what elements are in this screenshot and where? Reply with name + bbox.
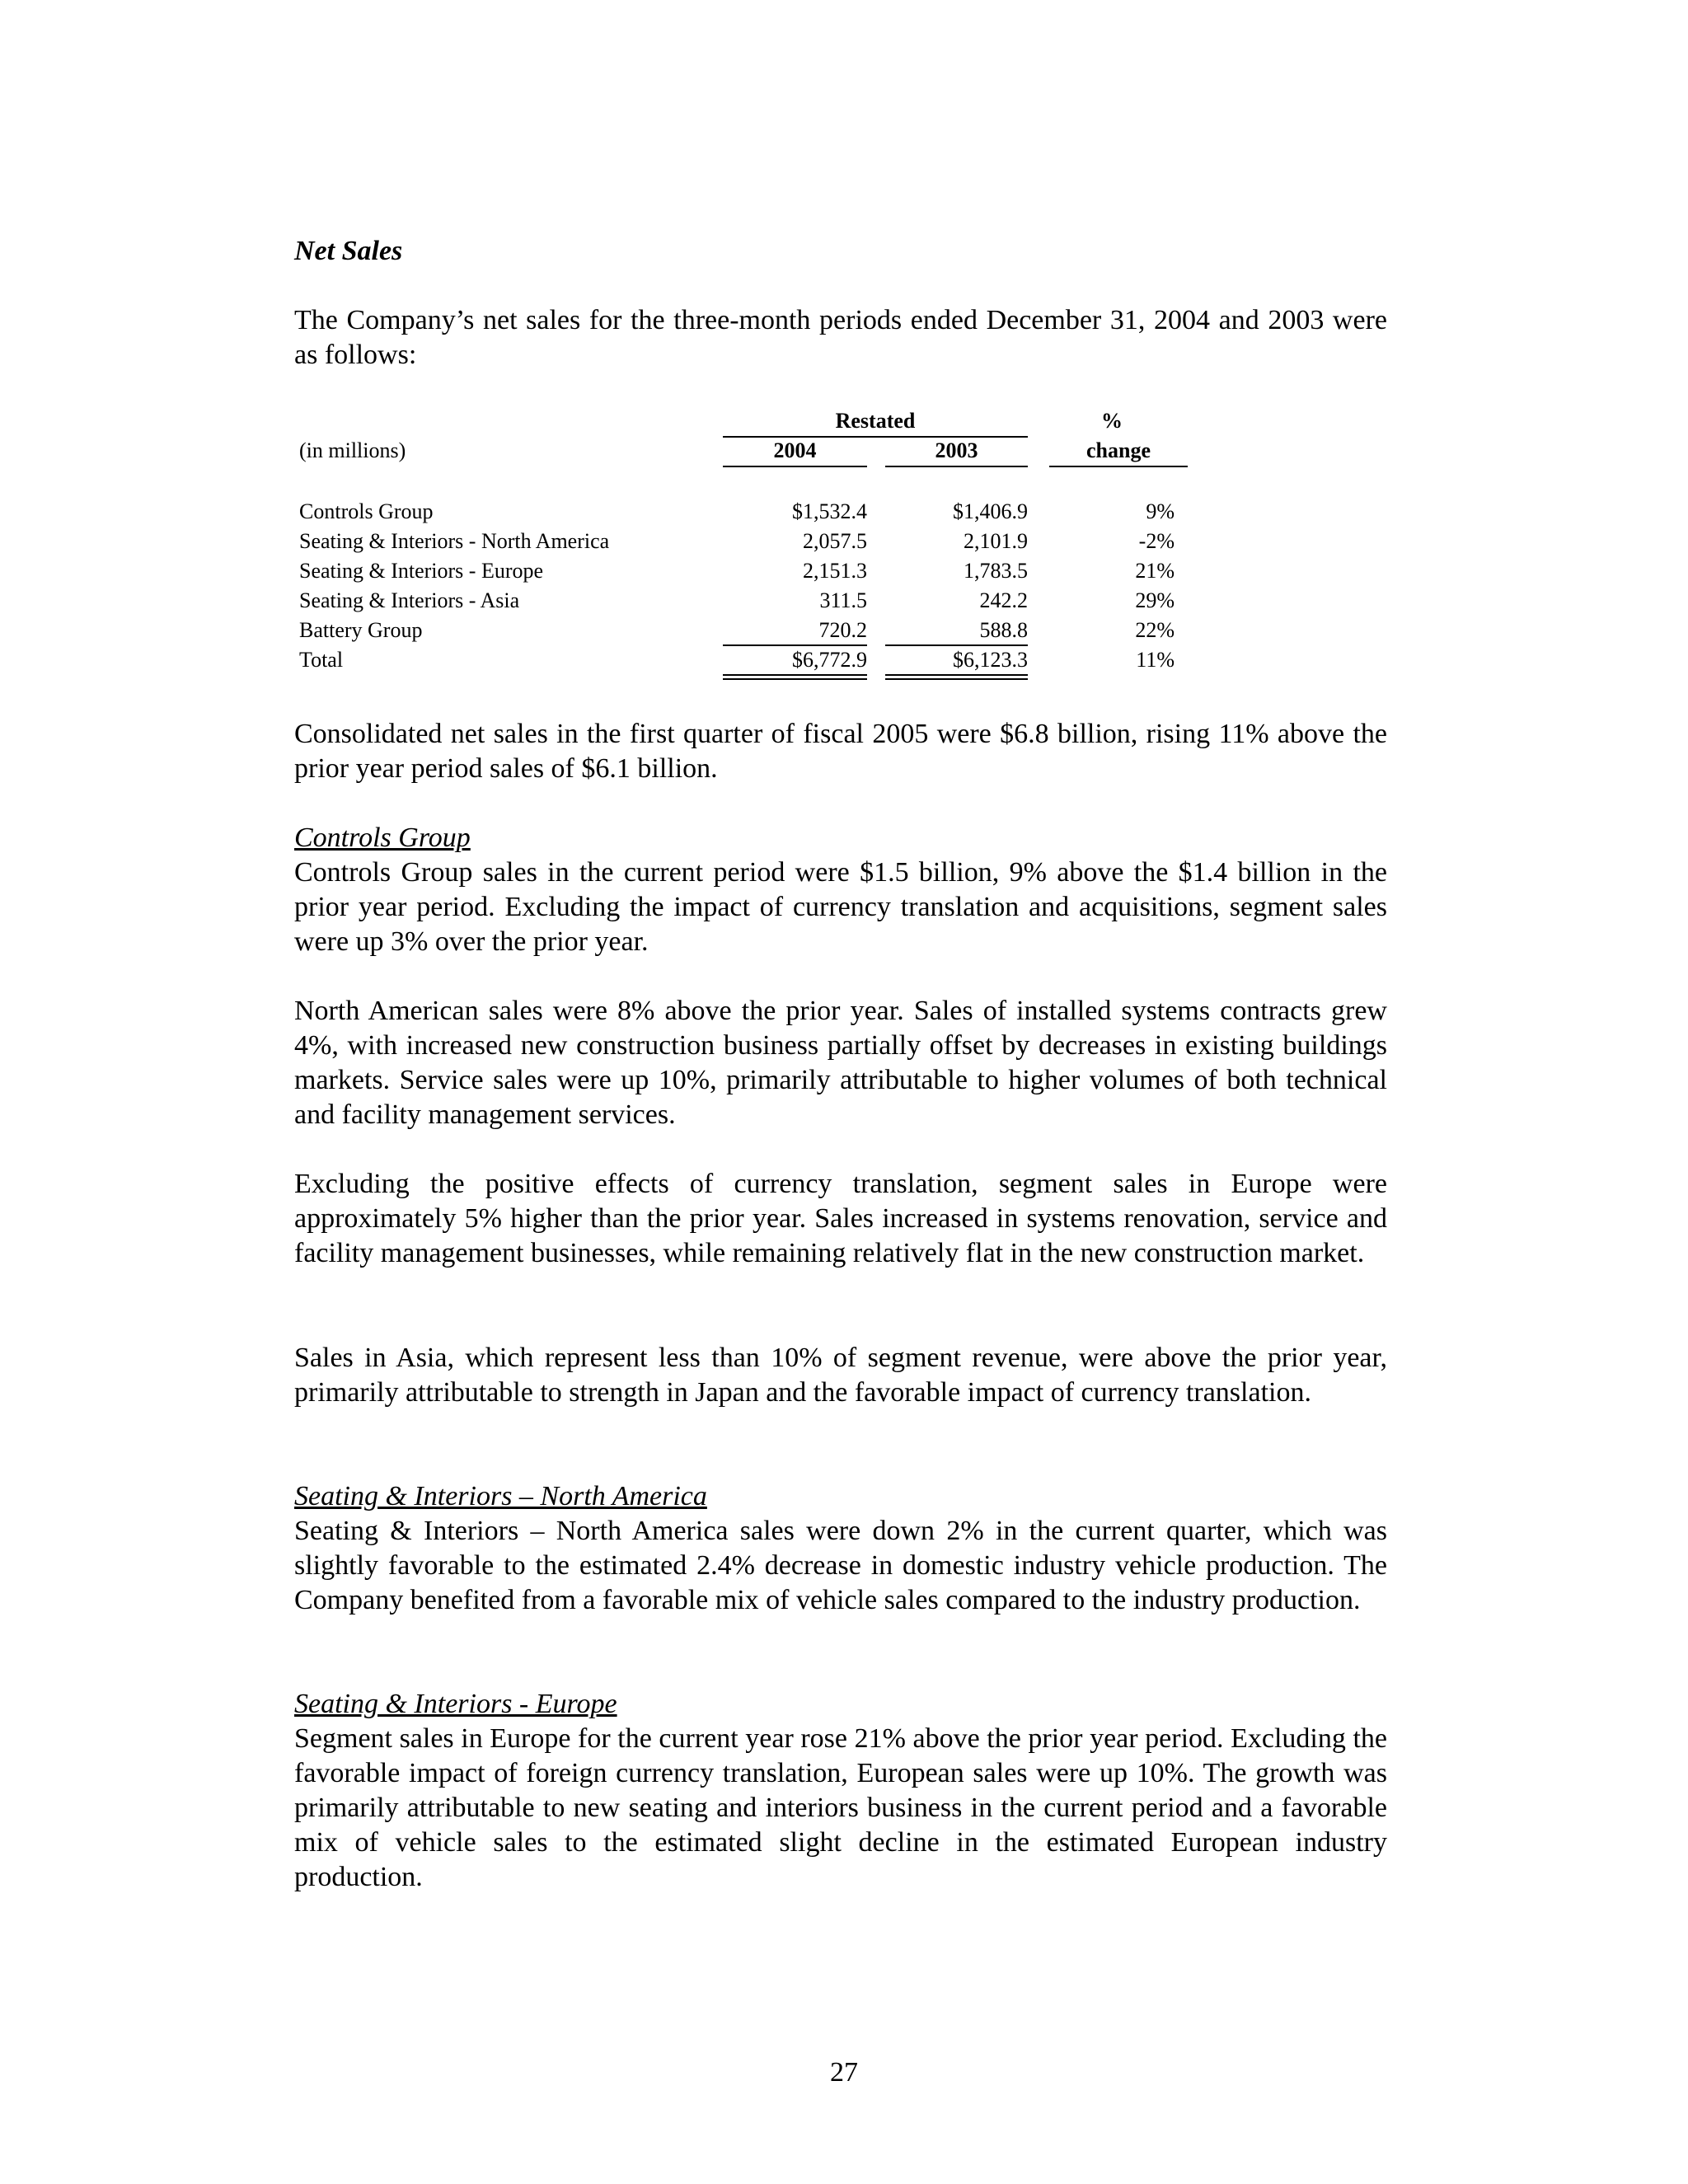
- row-value-2003: 588.8: [979, 618, 1028, 642]
- row-value-change: -2%: [1138, 529, 1175, 553]
- row-value-2004: 311.5: [819, 588, 867, 612]
- row-value-2004: 720.2: [818, 618, 867, 642]
- col-header-2004: 2004: [773, 438, 817, 462]
- row-label: Total: [299, 648, 344, 672]
- row-value-2004: 2,151.3: [803, 559, 867, 583]
- row-value-change: 22%: [1135, 618, 1175, 642]
- col-header-2003: 2003: [935, 438, 978, 462]
- header-rule-2003: [885, 466, 1028, 467]
- subtotal-rule-2004: [723, 644, 867, 646]
- controls-paragraph-2: North American sales were 8% above the prior year. Sales of installed systems contracts grew 4%, with increased new construction business partially offset by decreases in existing buildings markets. Service sales were up 10%, primarily attributable to higher volumes of both technical and facility management services.: [294, 996, 1387, 1130]
- units-label: (in millions): [299, 438, 406, 462]
- row-value-change: 29%: [1135, 588, 1175, 612]
- controls-paragraph-3: Excluding the positive effects of currency translation, segment sales in Europe were approximately 5% higher than the prior year. Sales increased in systems renovation, service and facility management businesses, while remaining relatively flat in the new construction market.: [294, 1169, 1387, 1268]
- subtotal-rule-2003: [885, 644, 1028, 646]
- subheading-si-north-america: Seating & Interiors – North America: [294, 1481, 707, 1511]
- row-value-2004: $6,772.9: [792, 648, 867, 672]
- subheading-si-europe: Seating & Interiors - Europe: [294, 1689, 617, 1719]
- controls-paragraph-1: Controls Group sales in the current period were $1.5 billion, 9% above the $1.4 billion in the prior year period. Excluding the impact of currency translation and acquisitions, segment sales were up 3% over the prior year.: [294, 857, 1387, 957]
- intro-paragraph: The Company’s net sales for the three-month periods ended December 31, 2004 and 2003 were as follows:: [294, 305, 1387, 370]
- row-value-2003: 1,783.5: [964, 559, 1028, 583]
- page-number: 27: [830, 2057, 858, 2088]
- row-value-change: 11%: [1136, 648, 1175, 672]
- row-value-2003: $6,123.3: [953, 648, 1028, 672]
- consolidated-paragraph: Consolidated net sales in the first quarter of fiscal 2005 were $6.8 billion, rising 11% above the prior year period sales of $6.1 billion.: [294, 719, 1387, 784]
- row-label: Seating & Interiors - North America: [299, 529, 610, 553]
- controls-paragraph-4: Sales in Asia, which represent less than 10% of segment revenue, were above the prior year, primarily attributable to strength in Japan and the favorable impact of currency translation.: [294, 1343, 1387, 1408]
- row-value-2004: $1,532.4: [792, 499, 867, 523]
- percent-header: %: [1101, 409, 1123, 433]
- col-header-change: change: [1086, 438, 1151, 462]
- restated-header: Restated: [835, 409, 916, 433]
- row-value-2003: $1,406.9: [953, 499, 1028, 523]
- row-label: Battery Group: [299, 618, 423, 642]
- row-value-change: 21%: [1135, 559, 1175, 583]
- subheading-controls-group: Controls Group: [294, 823, 471, 853]
- row-value-2004: 2,057.5: [803, 529, 867, 553]
- si-north-america-paragraph: Seating & Interiors – North America sales were down 2% in the current quarter, which was slightly favorable to the estimated 2.4% decrease in domestic industry vehicle production. The Company benefited from a favorable mix of vehicle sales compared to the industry production.: [294, 1516, 1387, 1615]
- row-value-2003: 242.2: [979, 588, 1028, 612]
- row-value-2003: 2,101.9: [964, 529, 1028, 553]
- total-double-rule-2003: [885, 674, 1028, 680]
- si-europe-paragraph: Segment sales in Europe for the current year rose 21% above the prior year period. Excluding the favorable impact of foreign currency translation, European sales were up 10%. The growth was primarily attributable to new seating and interiors business in the current period and a favorable mix of vehicle sales to the estimated slight decline in the estimated European industry production.: [294, 1723, 1387, 1892]
- row-value-change: 9%: [1146, 499, 1175, 523]
- header-rule-2004: [723, 466, 867, 467]
- section-heading-net-sales: Net Sales: [294, 236, 403, 266]
- net-sales-table: [294, 408, 1217, 688]
- header-rule-change: [1049, 466, 1188, 467]
- row-label: Controls Group: [299, 499, 434, 523]
- row-label: Seating & Interiors - Europe: [299, 559, 544, 583]
- total-double-rule-2004: [723, 674, 867, 680]
- row-label: Seating & Interiors - Asia: [299, 588, 520, 612]
